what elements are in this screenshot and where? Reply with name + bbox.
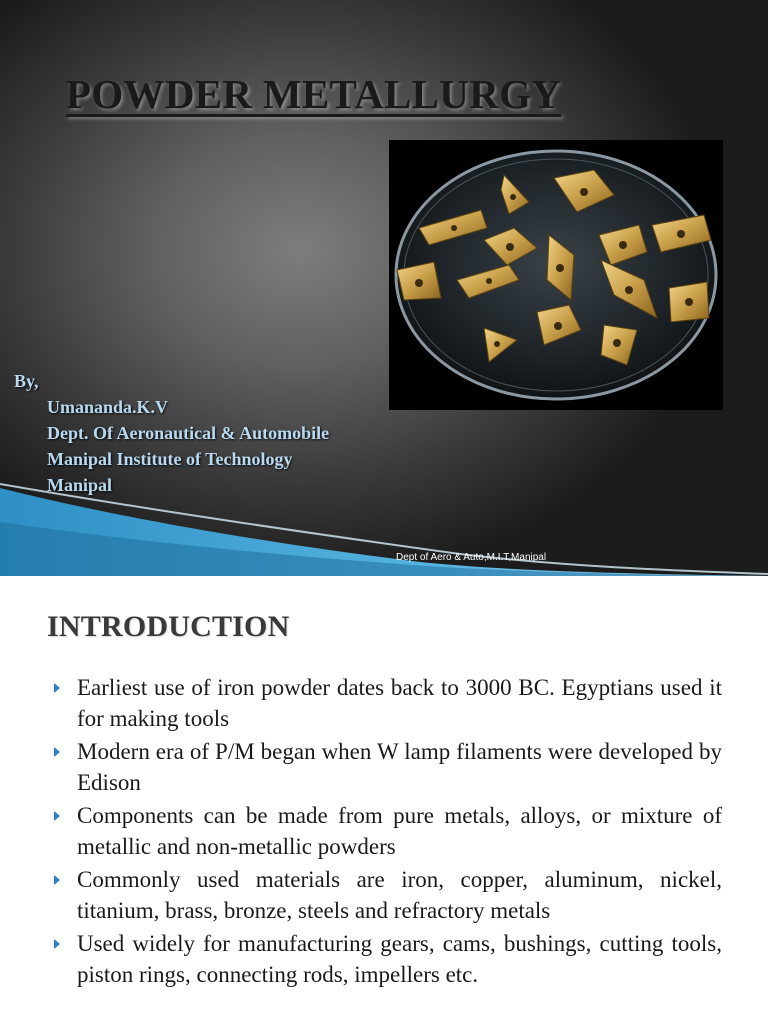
list-item: [52, 736, 722, 798]
author-place: Manipal: [47, 475, 113, 495]
list-item: [52, 672, 722, 734]
list-item: [52, 800, 722, 862]
introduction-slide: [0, 576, 768, 1024]
cutting-inserts-photo: [389, 140, 723, 410]
triangle-bullet-icon: [54, 683, 60, 693]
bullet-text: Used widely for manufacturing gears, cams, bushings, cutting tools, piston rings, connecting rods, impellers etc.: [77, 931, 722, 987]
slide-footer: Dept of Aero & Auto,M.I.T,Manipal: [396, 552, 547, 563]
bullet-list: [52, 672, 722, 992]
author-by-label: By,: [14, 371, 39, 391]
slide-heading: INTRODUCTION: [47, 610, 290, 643]
triangle-bullet-icon: [54, 875, 60, 885]
author-name: Umananda.K.V: [47, 397, 169, 417]
list-item: [52, 864, 722, 926]
bullet-text: Components can be made from pure metals, alloys, or mixture of metallic and non-metallic powders: [77, 803, 722, 859]
triangle-bullet-icon: [54, 747, 60, 757]
author-department: Dept. Of Aeronautical & Automobile: [47, 423, 330, 443]
list-item: [52, 928, 722, 990]
author-institute: Manipal Institute of Technology: [47, 449, 293, 469]
triangle-bullet-icon: [54, 939, 60, 949]
bullet-text: Earliest use of iron powder dates back to 3000 BC. Egyptians used it for making tools: [77, 675, 722, 731]
decorative-swoosh: [0, 470, 768, 576]
triangle-bullet-icon: [54, 811, 60, 821]
bullet-text: Modern era of P/M began when W lamp filaments were developed by Edison: [77, 739, 722, 795]
bullet-text: Commonly used materials are iron, copper, aluminum, nickel, titanium, brass, bronze, steels and refractory metals: [77, 867, 722, 923]
slide-title: POWDER METALLURGY: [66, 71, 562, 117]
